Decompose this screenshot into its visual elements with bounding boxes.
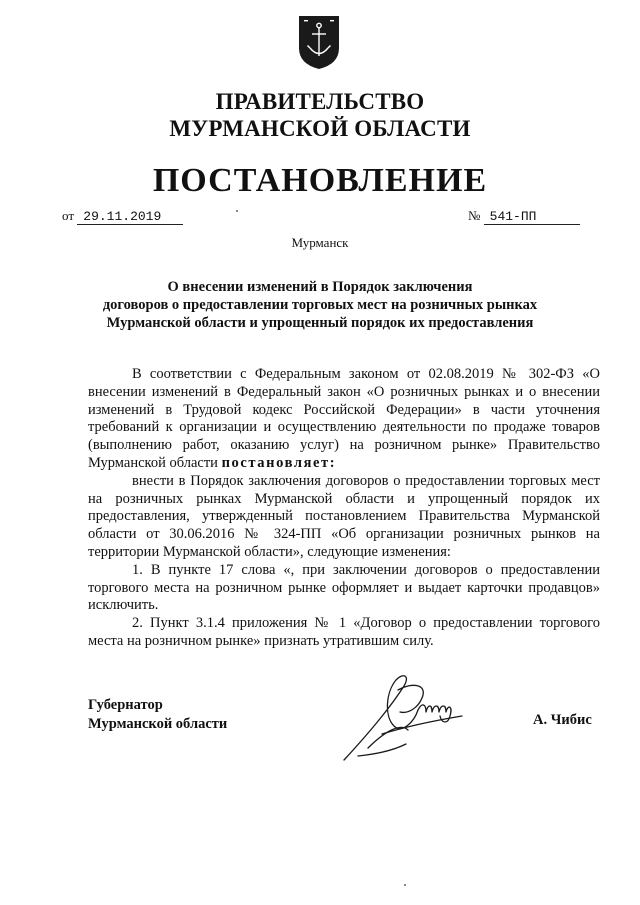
- signatory-position: [88, 696, 227, 734]
- position-line-1: Губернатор: [88, 697, 163, 713]
- org-line-2: МУРМАНСКОЙ ОБЛАСТИ: [169, 116, 471, 141]
- city-name: Мурманск: [291, 235, 349, 250]
- scan-speck: [404, 884, 406, 886]
- document-type-title: ПОСТАНОВЛЕНИЕ: [152, 162, 488, 199]
- preamble-text: В соответствии с Федеральным законом от 02.08.2019 № 302-ФЗ «О внесении изменений в Федеральный закон «О розничных рынках и о внесении изменений в Трудовой кодекс Российской Федерации» в части уточнения требований к организации и осуществлению деятельности по продаже товаров (выполнению работ, оказанию услуг) на розничном рынке» Правительство Мурманской области: [88, 366, 600, 471]
- coat-of-arms-icon: [296, 14, 342, 70]
- document-date: 29.11.2019: [77, 209, 183, 225]
- org-line-1: ПРАВИТЕЛЬСТВО: [215, 89, 425, 114]
- organization-name: [0, 88, 640, 142]
- body-paragraph-3: 1. В пункте 17 слова «, при заключении договоров о предоставлении торгового места на розничном рынке оформляет и выдает карточки продавцов» исключить.: [88, 561, 600, 614]
- signatory-name: А. Чибис: [533, 712, 592, 728]
- document-number: 541-ПП: [484, 209, 580, 225]
- document-body: [88, 366, 600, 651]
- subject-line-1: О внесении изменений в Порядок заключения: [167, 279, 473, 295]
- body-paragraph-4: 2. Пункт 3.1.4 приложения № 1 «Договор о предоставлении торгового места на розничном рынке» признать утратившим силу.: [88, 615, 600, 649]
- number-block: [468, 208, 580, 225]
- document-subject: [60, 278, 580, 332]
- number-prefix: №: [468, 208, 481, 223]
- date-prefix: от: [62, 208, 75, 223]
- scan-speck: [236, 210, 238, 212]
- subject-line-2: договоров о предоставлении торговых мест на розничных рынках: [102, 297, 538, 313]
- subject-line-3: Мурманской области и упрощенный порядок их предоставления: [106, 315, 534, 331]
- handwritten-signature: [338, 664, 478, 768]
- date-block: [62, 208, 183, 225]
- resolution-keyword: постановляет:: [221, 454, 337, 471]
- position-line-2: Мурманской области: [88, 716, 228, 732]
- body-paragraph-2: внести в Порядок заключения договоров о предоставлении торговых мест на розничных рынках Мурманской области и упрощенный порядок их предоставления, утвержденный постановлением Правительства Мурманской области от 30.06.2016 № 324-ПП «Об организации розничных рынков на территории Мурманской области», следующие изменения:: [88, 472, 600, 560]
- body-paragraph-1: [88, 366, 600, 473]
